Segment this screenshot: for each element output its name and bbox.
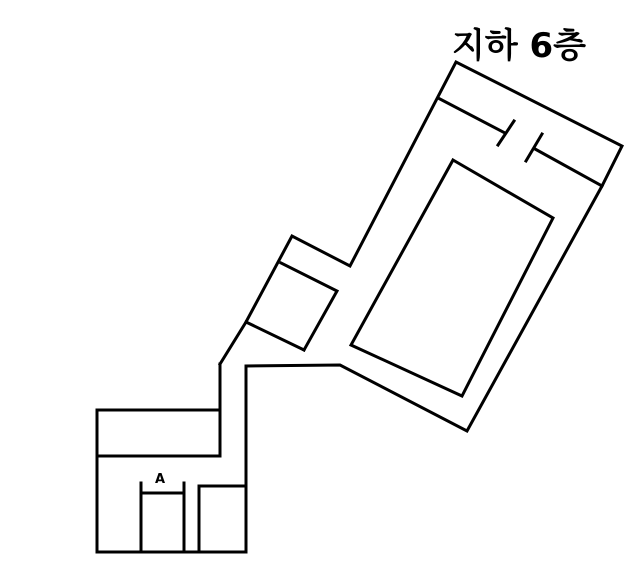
annex-wall-top (281, 263, 337, 350)
adjacent-room-walls (199, 486, 246, 552)
door-jamb-left (498, 121, 514, 145)
top-corridor-wall-left (438, 98, 505, 133)
floor-title: 지하 6층 (452, 26, 587, 66)
annex-wall-bottom (246, 322, 304, 350)
main-building-outline (220, 62, 622, 552)
room-a-label: A (155, 472, 166, 487)
top-corridor-wall-right (535, 149, 602, 186)
inner-room (351, 160, 553, 396)
door-jamb-right (526, 134, 542, 161)
lower-left-building (97, 410, 246, 552)
